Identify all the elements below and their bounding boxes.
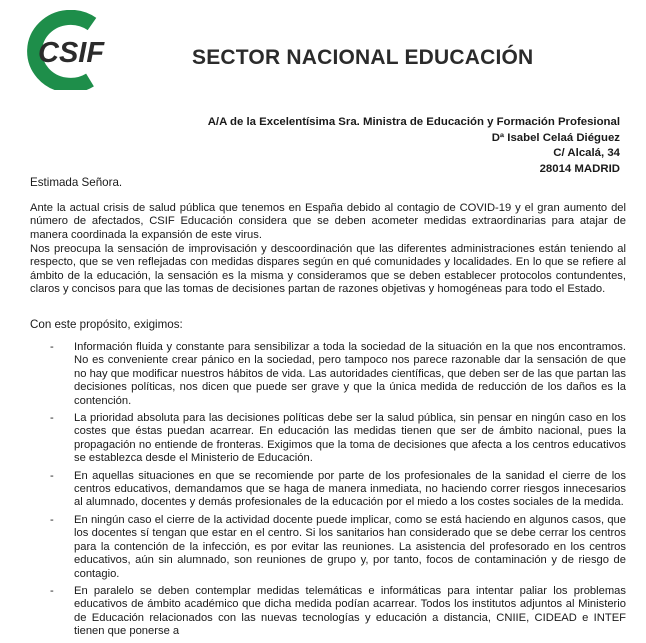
csif-logo (20, 10, 116, 90)
addressee-line: Dª Isabel Celaá Diéguez (491, 131, 620, 144)
body-paragraph: Nos preocupa la sensación de improvisación y descoordinación que las diferentes administraciones están teniendo al respecto, que se ven reflejadas con medidas dispares según en qué comunidades y localidades. En lo que se refiere al ámbito de la educación, la sensación es la misma y consideramos que se deben establecer protocolos contundentes, claros y concisos para que las tomas de decisiones partan de razones objetivas y homogéneas para todo el Estado. (30, 243, 626, 296)
demand-text: La prioridad absoluta para las decisiones políticas debe ser la salud pública, sin pensar en ningún caso en los costes que éstas puedan acarrear. En educación las medidas tienen que ser de ámbito nacional, pues la propagación no entiende de fronteras. Exigimos que la toma de decisiones que afecta a los centros educativos se establezca desde el Ministerio de Educación. (74, 412, 626, 465)
demands-intro: Con este propósito, exigimos: (30, 318, 183, 331)
page-title: SECTOR NACIONAL EDUCACIÓN (192, 46, 534, 69)
dash-bullet: - (50, 584, 54, 597)
body-paragraph: Ante la actual crisis de salud pública que tenemos en España debido al contagio de COVID-19 y el gran aumento del número de afectados, CSIF Educación considera que se deben acometer medidas extraordinarias para atajar de manera coordinada la expansión de este virus. (30, 202, 626, 241)
addressee-line: 28014 MADRID (539, 162, 620, 175)
dash-bullet: - (50, 513, 54, 526)
greeting: Estimada Señora. (30, 176, 123, 189)
logo-text: CSIF (38, 37, 105, 69)
demand-text: En paralelo se deben contemplar medidas telemáticas e informáticas para intentar paliar los problemas educativos de ámbito académico que dicha medida podían acarrear. Todos los institutos adjuntos al Ministerio de Educación relacionados con las nuevas tecnologías y educación a distancia, CNIIE, CIDEAD e INTEF tienen que ponerse a (74, 584, 626, 638)
dash-bullet: - (50, 412, 54, 425)
addressee-line: A/A de la Excelentísima Sra. Ministra de Educación y Formación Profesional (207, 116, 620, 128)
demand-item (30, 514, 626, 581)
dash-bullet: - (50, 341, 54, 353)
dash-bullet: - (50, 469, 54, 482)
demand-item (30, 470, 626, 510)
addressee-block (208, 115, 620, 177)
demand-text: En aquellas situaciones en que se recomiende por parte de los profesionales de la sanidad el cierre de los centros educativos, demandamos que se haga de manera inmediata, no haciendo correr riesgos innecesarios al alumnado, docentes y demás profesionales de la educación por el miedo a los costes sociales de la medida. (74, 469, 626, 509)
demand-item (30, 341, 626, 408)
demand-item (30, 412, 626, 466)
demand-text: Información fluida y constante para sensibilizar a toda la sociedad de la situación en la que nos encontramos. No es conveniente crear pánico en la sociedad, pero tampoco nos parece razonable dar la sensación de que no hay que modificar nuestros hábitos de vida. Las autoridades científicas, que deben ser de las que partan las decisiones políticas, nos dicen que puede ser grave y que la única medida de reducción de los daños es la contención. (74, 341, 626, 407)
demands-list (30, 341, 626, 643)
demand-item (30, 585, 626, 639)
demand-text: En ningún caso el cierre de la actividad docente puede implicar, como se está haciendo en algunos casos, que los docentes sí tengan que estar en el centro. Si los sanitarios han considerado que se debe cerrar los centros para la contención de la infección, es por evitar las reuniones. La asistencia del profesorado en los centros educativos, aún sin alumnado, son reuniones de grupo y, por tanto, focos de contaminación y de riesgo de contagio. (74, 513, 626, 580)
addressee-line: C/ Alcalá, 34 (553, 147, 620, 159)
